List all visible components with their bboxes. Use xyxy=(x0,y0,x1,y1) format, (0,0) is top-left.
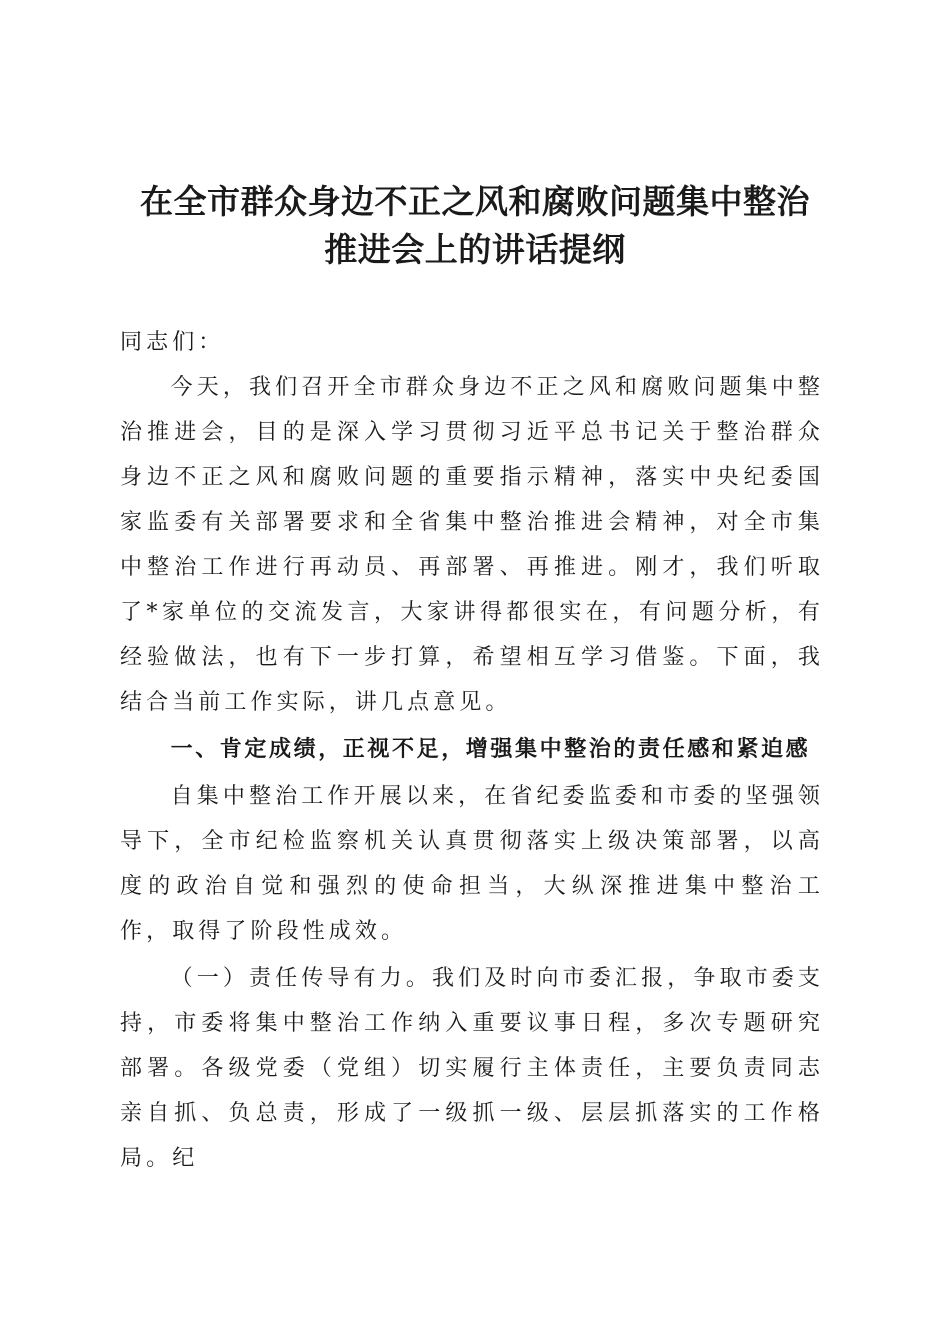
document-body xyxy=(120,320,824,1181)
document-title xyxy=(110,178,840,274)
paragraph-achievements: 自集中整治工作开展以来，在省纪委监委和市委的坚强领导下，全市纪检监察机关认真贯彻落实上级决策部署，以高度的政治自觉和强烈的使命担当，大纵深推进集中整治工作，取得了阶段性成效。 xyxy=(120,784,824,944)
paragraph-intro: 今天，我们召开全市群众身边不正之风和腐败问题集中整治推进会，目的是深入学习贯彻习近平总书记关于整治群众身边不正之风和腐败问题的重要指示精神，落实中央纪委国家监委有关部署要求和全省集中整治推进会精神，对全市集中整治工作进行再动员、再部署、再推进。刚才，我们听取了*家单位的交流发言，大家讲得都很实在，有问题分析，有经验做法，也有下一步打算，希望相互学习借鉴。下面，我结合当前工作实际，讲几点意见。 xyxy=(120,375,824,715)
title-line-1: 在全市群众身边不正之风和腐败问题集中整治 xyxy=(140,182,810,221)
section-heading-1: 一、肯定成绩，正视不足，增强集中整治的责任感和紧迫感 xyxy=(170,737,811,762)
salutation: 同志们： xyxy=(120,330,225,355)
title-line-2: 推进会上的讲话提纲 xyxy=(324,230,626,269)
paragraph-responsibility: （一）责任传导有力。我们及时向市委汇报，争取市委支持，市委将集中整治工作纳入重要议事日程，多次专题研究部署。各级党委（党组）切实履行主体责任，主要负责同志亲自抓、负总责，形成了一级抓一级、层层抓落实的工作格局。纪 xyxy=(120,966,824,1171)
